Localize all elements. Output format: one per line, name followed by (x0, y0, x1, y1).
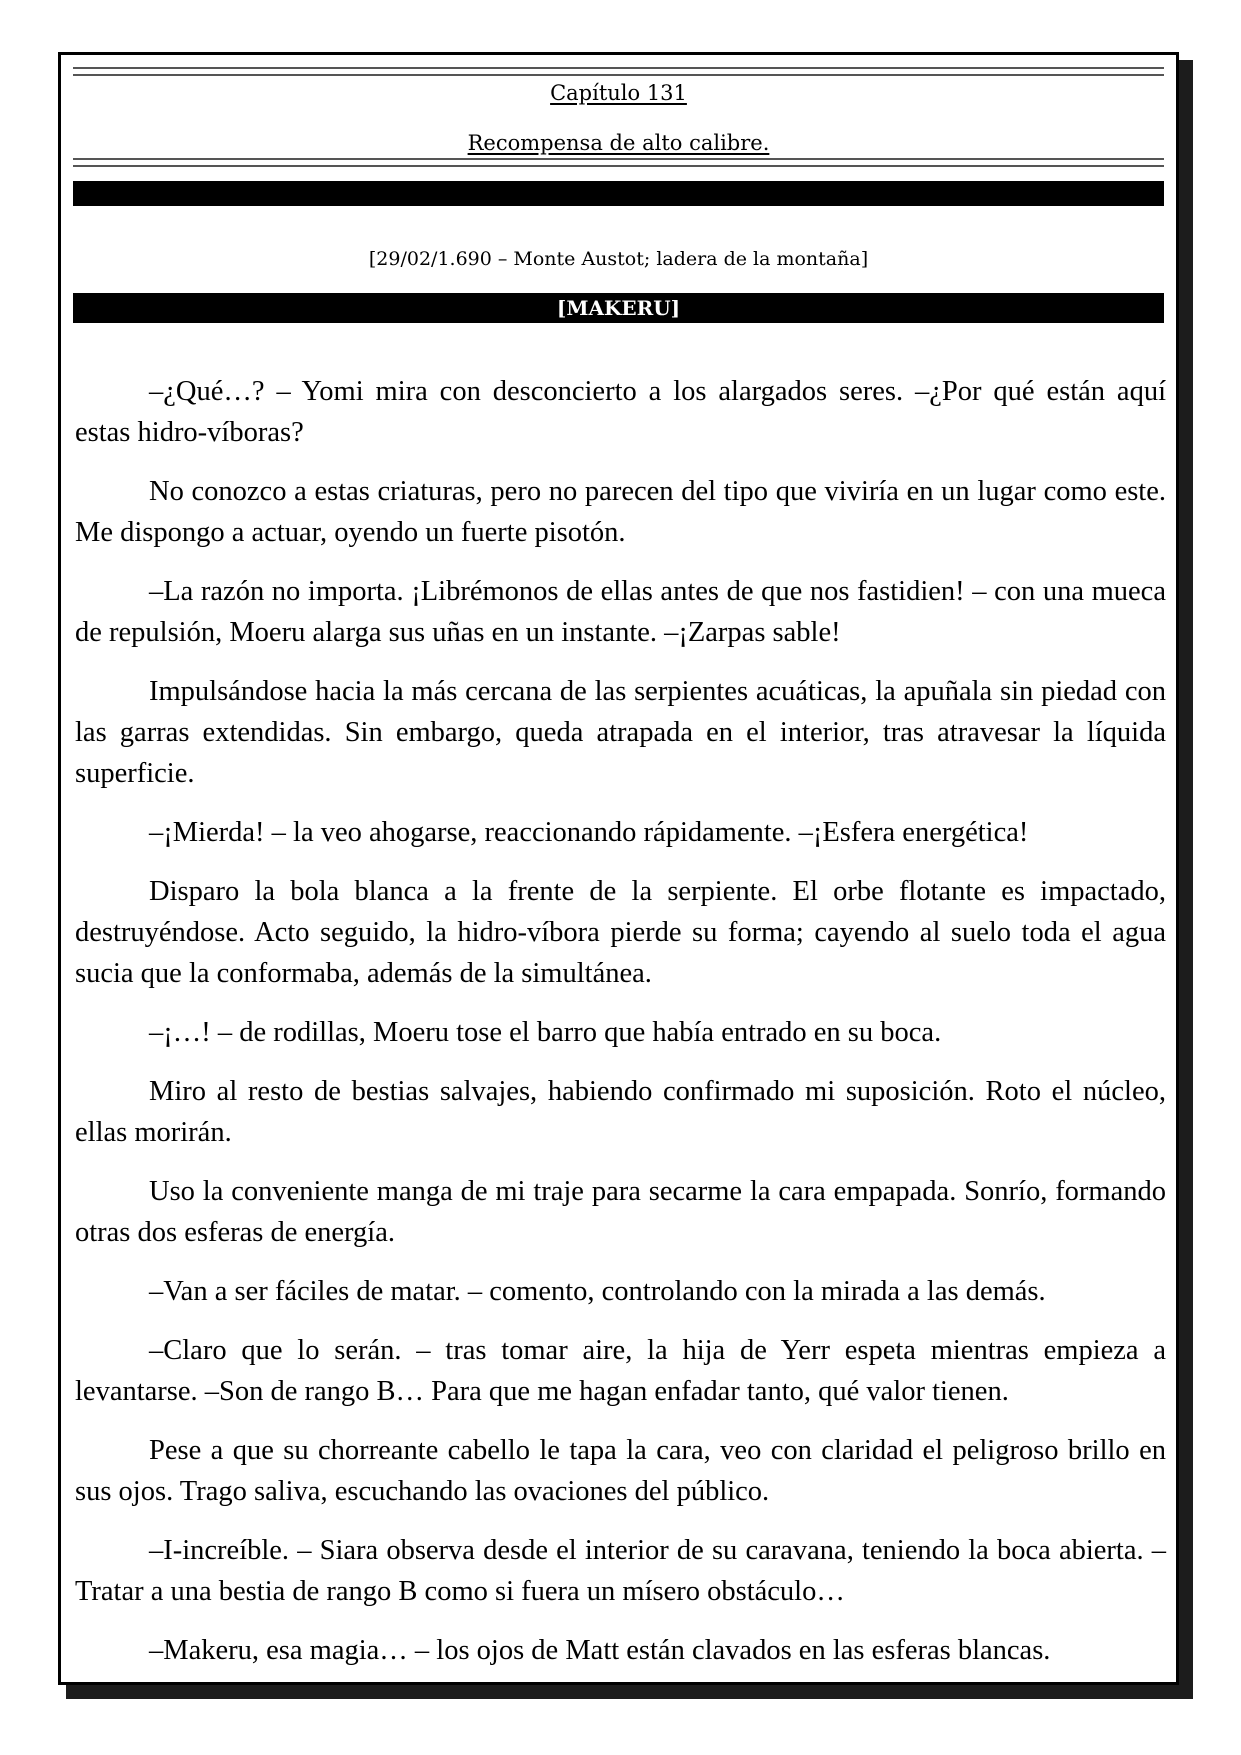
paragraph: –¿Qué…? – Yomi mira con desconcierto a los alargados seres. –¿Por qué están aquí estas hidro-víboras? (75, 376, 1166, 448)
story-body (75, 371, 1166, 1689)
paragraph: Pese a que su chorreante cabello le tapa la cara, veo con claridad el peligroso brillo en sus ojos. Trago saliva, escuchando las ovaciones del público. (75, 1435, 1166, 1507)
paragraph: –Makeru, esa magia… – los ojos de Matt están clavados en las esferas blancas. (149, 1635, 1051, 1666)
page-frame (58, 52, 1179, 1685)
paragraph: Uso la conveniente manga de mi traje para secarme la cara empapada. Sonrío, formando otras dos esferas de energía. (75, 1176, 1166, 1248)
paragraph: –Claro que lo serán. – tras tomar aire, la hija de Yerr espeta mientras empieza a levantarse. –Son de rango B… Para que me hagan enfadar tanto, qué valor tienen. (75, 1335, 1166, 1407)
paragraph: Miro al resto de bestias salvajes, habiendo confirmado mi suposición. Roto el núcleo, ellas morirán. (75, 1076, 1166, 1148)
separator-bar (73, 181, 1164, 206)
paragraph: –I-increíble. – Siara observa desde el interior de su caravana, teniendo la boca abierta. –Tratar a una bestia de rango B como si fuera un mísero obstáculo… (75, 1535, 1166, 1607)
paragraph: –¡…! – de rodillas, Moeru tose el barro que había entrado en su boca. (149, 1017, 942, 1048)
paragraph: No conozco a estas criaturas, pero no parecen del tipo que viviría en un lugar como este. Me dispongo a actuar, oyendo un fuerte pisotón. (75, 476, 1166, 548)
chapter-title: Recompensa de alto calibre. (467, 131, 770, 155)
top-double-rule (73, 67, 1164, 76)
bottom-double-rule (73, 158, 1164, 167)
paragraph: –La razón no importa. ¡Librémonos de ellas antes de que nos fastidien! – con una mueca de repulsión, Moeru alarga sus uñas en un instante. –¡Zarpas sable! (75, 576, 1166, 648)
date-location-line: [29/02/1.690 – Monte Austot; ladera de la montaña] (368, 248, 869, 270)
chapter-number: Capítulo 131 (550, 81, 687, 105)
paragraph: Disparo la bola blanca a la frente de la serpiente. El orbe flotante es impactado, destruyéndose. Acto seguido, la hidro-víbora pierde su forma; cayendo al suelo toda el agua sucia que la conformaba, además de la simultánea. (75, 876, 1166, 989)
paragraph: Impulsándose hacia la más cercana de las serpientes acuáticas, la apuñala sin piedad con las garras extendidas. Sin embargo, queda atrapada en el interior, tras atravesar la líquida superficie. (75, 676, 1166, 789)
paragraph: –Van a ser fáciles de matar. – comento, controlando con la mirada a las demás. (149, 1276, 1046, 1307)
pov-banner: [MAKERU] (73, 293, 1164, 323)
paragraph: –¡Mierda! – la veo ahogarse, reaccionando rápidamente. –¡Esfera energética! (149, 817, 1029, 848)
